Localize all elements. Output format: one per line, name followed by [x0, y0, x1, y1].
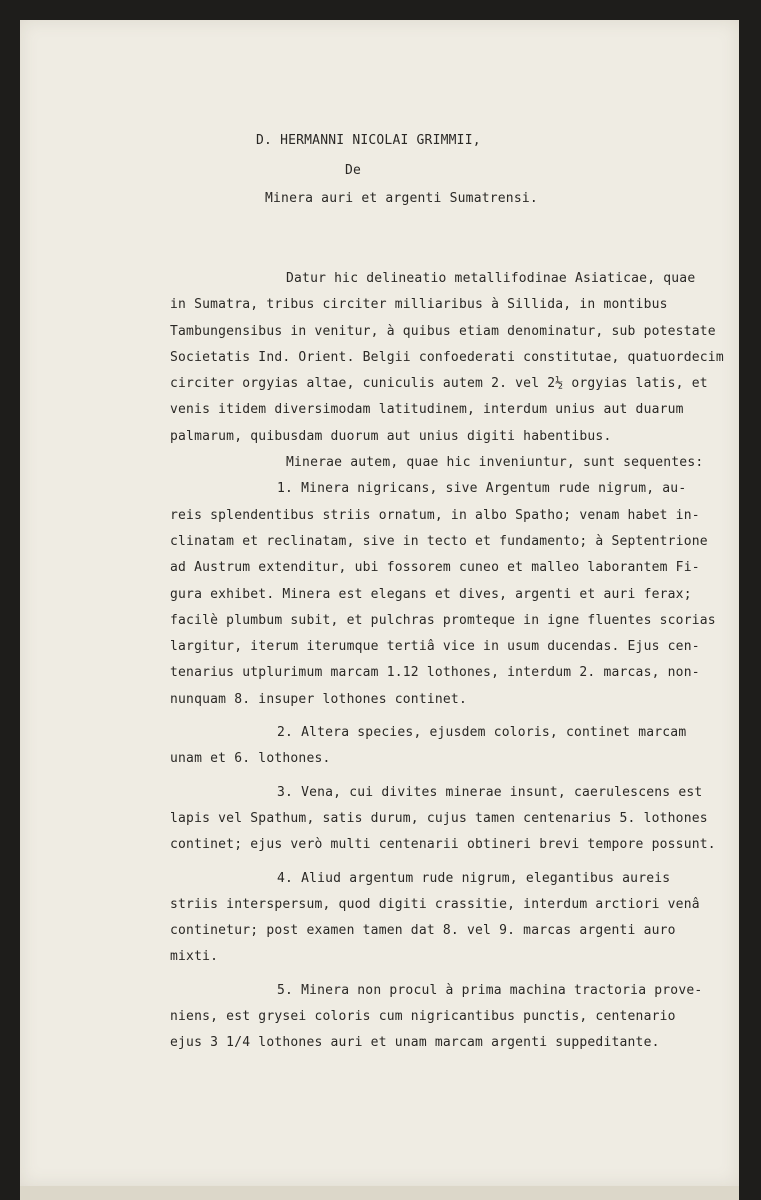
text-line: circiter orgyias altae, cuniculis autem 2. vel 2½ orgyias latis, et: [170, 376, 708, 392]
text-line: 5. Minera non procul à prima machina tractoria prove-: [277, 982, 703, 998]
text-line: ad Austrum extenditur, ubi fossorem cuneo et malleo laborantem Fi-: [170, 560, 700, 576]
item-4-paragraph: [170, 866, 720, 971]
text-line: gura exhibet. Minera est elegans et dives, argenti et auri ferax;: [170, 586, 692, 602]
text-line: Societatis Ind. Orient. Belgii confoederati constitutae, quatuordecim: [170, 349, 724, 365]
text-line: nunquam 8. insuper lothones continet.: [170, 691, 467, 707]
text-line: clinatam et reclinatam, sive in tecto et fundamento; à Septentrione: [170, 533, 708, 549]
item-3-paragraph: [170, 780, 720, 859]
text-line: palmarum, quibusdam duorum aut unius digiti habentibus.: [170, 428, 612, 444]
text-line: 1. Minera nigricans, sive Argentum rude nigrum, au-: [277, 481, 687, 497]
author-heading: D. HERMANNI NICOLAI GRIMMII,: [256, 133, 481, 148]
text-line: Minerae autem, quae hic inveniuntur, sunt sequentes:: [286, 455, 704, 471]
intro-paragraph: [170, 266, 724, 450]
text-line: 4. Aliud argentum rude nigrum, elegantibus aureis: [277, 870, 671, 886]
item-1-paragraph: [170, 476, 720, 713]
text-line: tenarius utplurimum marcam 1.12 lothones, interdum 2. marcas, non-: [170, 665, 700, 681]
text-line: striis interspersum, quod digiti crassitie, interdum arctiori venâ: [170, 896, 700, 912]
text-line: venis itidem diversimodam latitudinem, interdum unius aut duarum: [170, 402, 684, 418]
text-line: unam et 6. lothones.: [170, 751, 331, 767]
page-edge: [20, 1186, 739, 1200]
text-line: Tambungensibus in venitur, à quibus etiam denominatur, sub potestate: [170, 323, 716, 339]
document-body: [170, 266, 724, 1057]
text-line: reis splendentibus striis ornatum, in albo Spatho; venam habet in-: [170, 507, 700, 523]
text-line: continetur; post examen tamen dat 8. vel 9. marcas argenti auro: [170, 923, 676, 939]
text-line: 3. Vena, cui divites minerae insunt, caerulescens est: [277, 784, 703, 800]
text-line: mixti.: [170, 949, 219, 965]
item-2-paragraph: [170, 720, 720, 773]
text-line: in Sumatra, tribus circiter milliaribus à Sillida, in montibus: [170, 297, 668, 313]
text-line: facilè plumbum subit, et pulchras promteque in igne fluentes scorias: [170, 612, 716, 628]
text-line: continet; ejus verò multi centenarii obtineri brevi tempore possunt.: [170, 837, 716, 853]
document-title: Minera auri et argenti Sumatrensi.: [265, 191, 538, 206]
item-5-paragraph: [170, 978, 720, 1057]
text-line: niens, est grysei coloris cum nigricantibus punctis, centenario: [170, 1009, 676, 1025]
text-line: 2. Altera species, ejusdem coloris, continet marcam: [277, 725, 687, 741]
text-line: ejus 3 1/4 lothones auri et unam marcam argenti suppeditante.: [170, 1035, 660, 1051]
text-line: Datur hic delineatio metallifodinae Asiaticae, quae: [286, 271, 696, 286]
text-line: largitur, iterum iterumque tertiâ vice in usum ducendas. Ejus cen-: [170, 639, 700, 655]
preposition-heading: De: [345, 163, 362, 178]
minerals-intro-paragraph: [170, 450, 720, 476]
text-line: lapis vel Spathum, satis durum, cujus tamen centenarius 5. lothones: [170, 810, 708, 826]
